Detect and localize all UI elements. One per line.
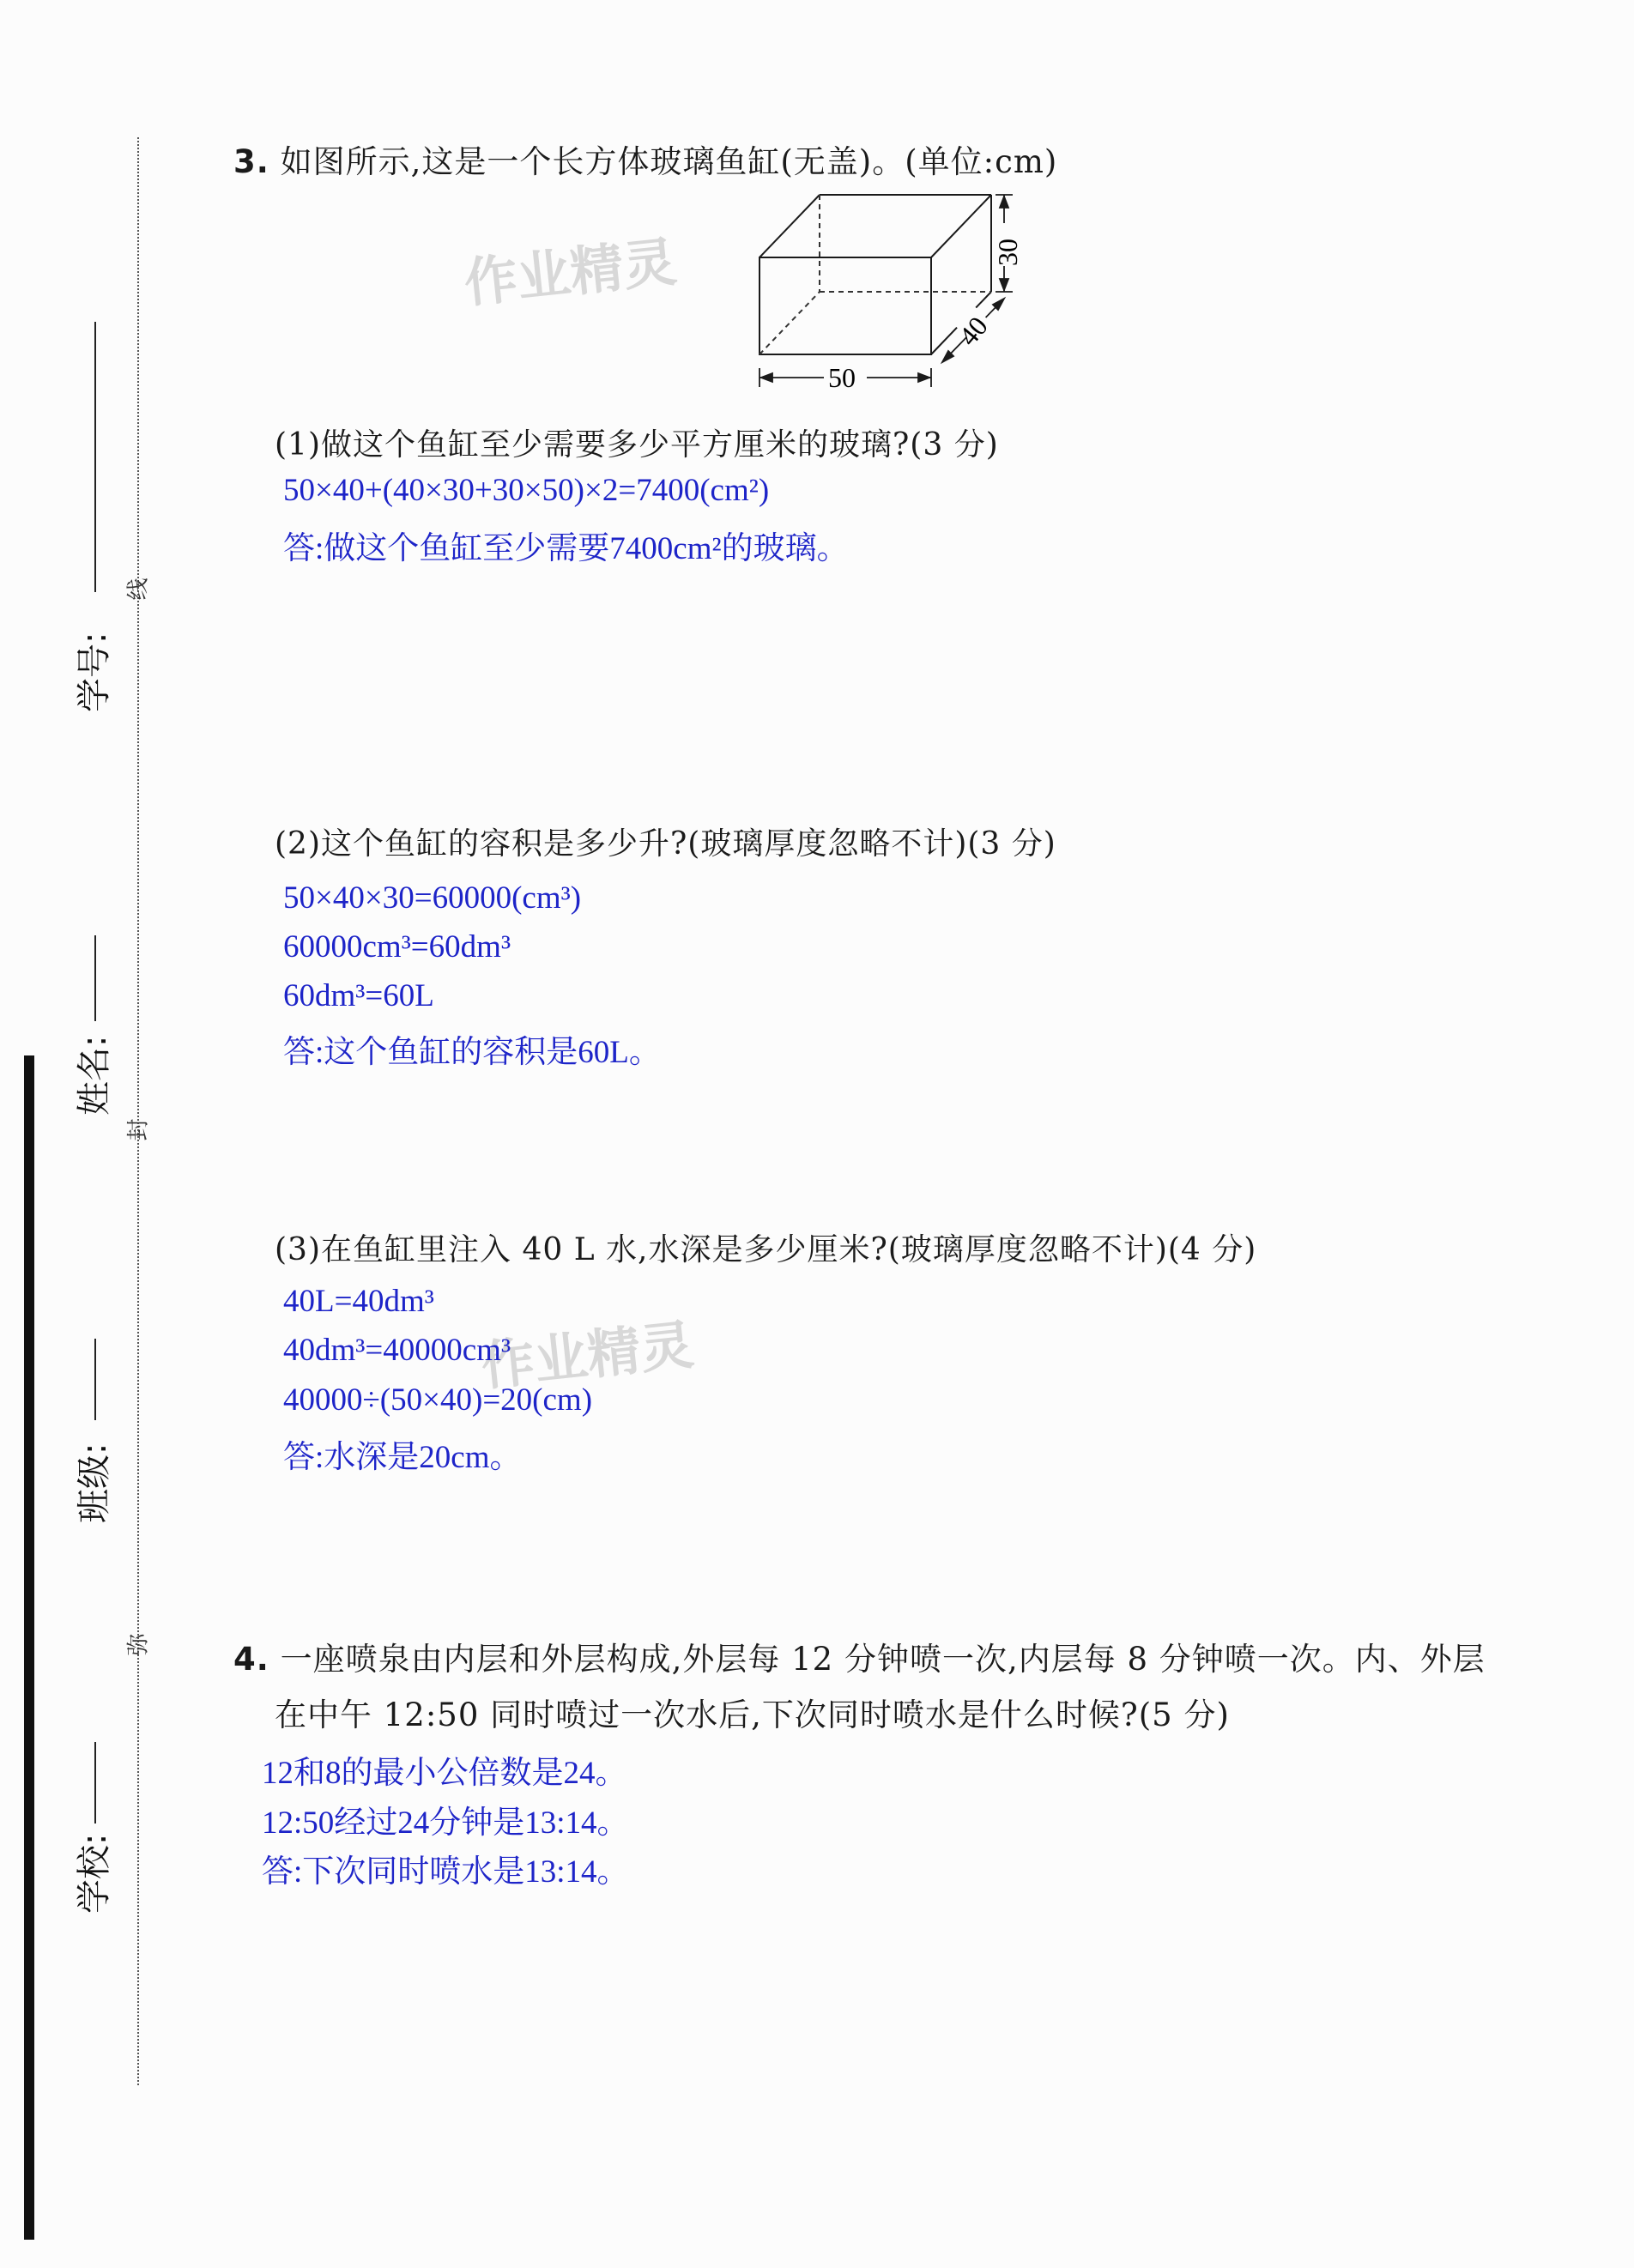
answer-line: 答:水深是20cm。 [283,1440,522,1475]
cuboid-figure [738,184,1064,390]
answer-line: 答:做这个鱼缸至少需要7400cm²的玻璃。 [283,531,849,566]
side-label-xingming: 姓名: [75,1035,114,1116]
cut-line [137,137,139,2085]
watermark: 作业精灵 [461,230,680,315]
binding-bar [24,1055,34,2240]
watermark: 作业精灵 [478,1313,697,1398]
side-field-line-banji [94,1339,96,1420]
cut-label-xian: 线 [125,578,152,601]
answer-line: 40L=40dm³ [283,1284,434,1319]
question-number: 4. [233,1641,269,1678]
answer-line: 答:下次同时喷水是13:14。 [262,1854,629,1890]
question-3 [233,136,1057,182]
question-4 [233,1633,1486,1679]
side-field-line-xuehao [94,322,96,592]
answer-line: 答:这个鱼缸的容积是60L。 [283,1035,661,1070]
width-label: 50 [828,362,856,390]
subquestion-2: (2)这个鱼缸的容积是多少升?(玻璃厚度忽略不计)(3 分) [275,826,1056,862]
cut-label-feng: 封 [125,1118,152,1141]
side-label-xuexiao: 学校: [75,1833,114,1914]
answer-line: 60dm³=60L [283,978,434,1013]
answer-line: 12:50经过24分钟是13:14。 [262,1805,629,1841]
answer-line: 60000cm³=60dm³ [283,929,511,965]
subquestion-3: (3)在鱼缸里注入 40 L 水,水深是多少厘米?(玻璃厚度忽略不计)(4 分) [275,1232,1257,1267]
height-label: 30 [992,239,1023,266]
depth-label: 40 [952,310,994,352]
answer-line: 40dm³=40000cm³ [283,1333,511,1368]
question-text: 如图所示,这是一个长方体玻璃鱼缸(无盖)。(单位:cm) [280,143,1058,180]
cut-label-mi: 弥 [125,1633,152,1656]
answer-line: 40000÷(50×40)=20(cm) [283,1382,593,1418]
side-label-xuehao: 学号: [75,632,114,712]
answer-line: 12和8的最小公倍数是24。 [262,1756,627,1791]
subquestion-1: (1)做这个鱼缸至少需要多少平方厘米的玻璃?(3 分) [275,427,999,463]
question-4-continued: 在中午 12:50 同时喷过一次水后,下次同时喷水是什么时候?(5 分) [275,1696,1230,1733]
side-field-line-xingming [94,935,96,1021]
question-text: 一座喷泉由内层和外层构成,外层每 12 分钟喷一次,内层每 8 分钟喷一次。内、外层 [280,1641,1486,1678]
side-label-banji: 班级: [75,1442,114,1523]
side-field-line-xuexiao [94,1742,96,1823]
question-number: 3. [233,143,269,180]
answer-line: 50×40×30=60000(cm³) [283,880,582,916]
answer-line: 50×40+(40×30+30×50)×2=7400(cm²) [283,473,770,508]
